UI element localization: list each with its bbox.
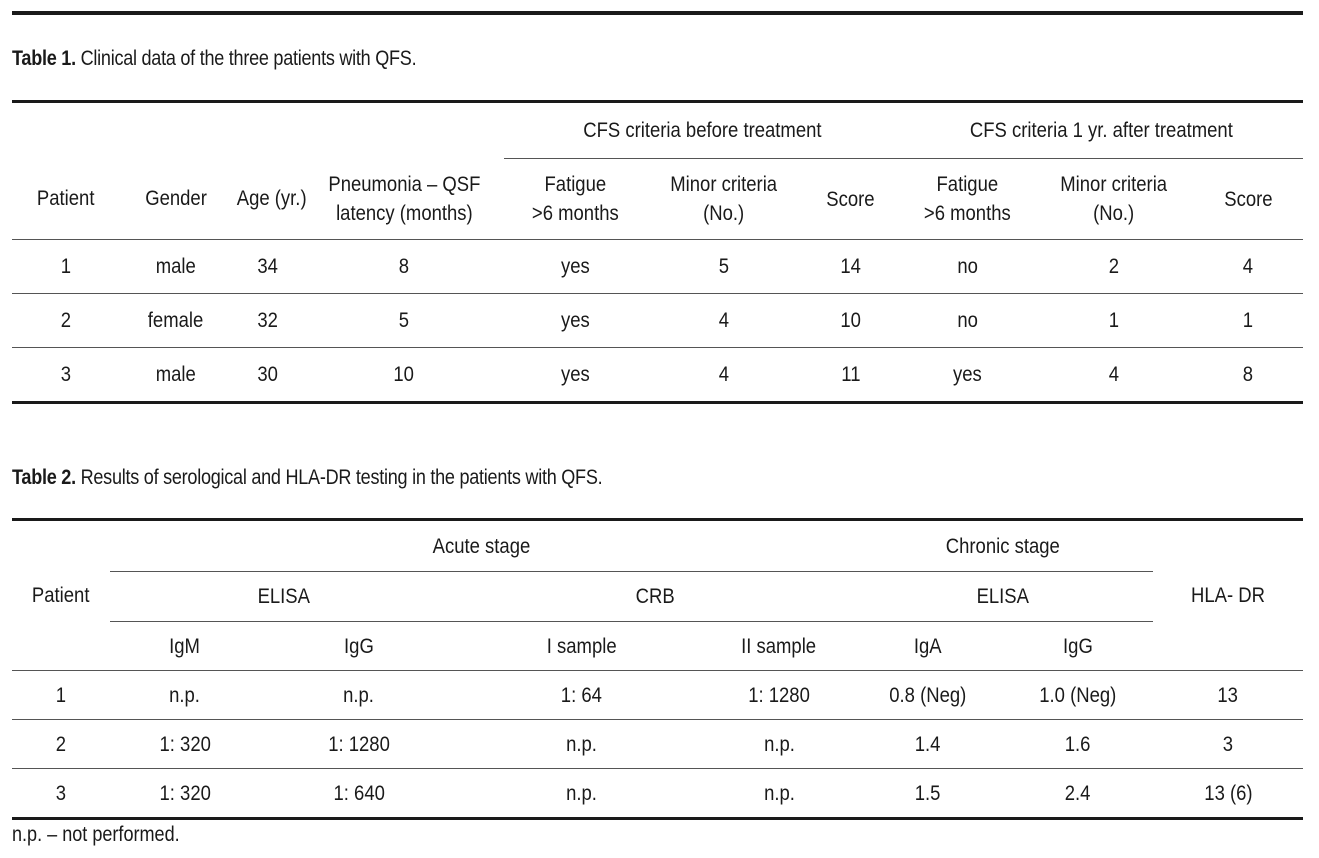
table2-cell-iga: 0.8 (Neg) [889, 683, 967, 707]
table2-header-acute-stage: Acute stage [110, 520, 853, 572]
table1-cell-fatigue-after: no [957, 255, 978, 278]
table2-cell-hla-dr: 13 (6) [1203, 781, 1253, 805]
table2-cell-igm: 1: 320 [159, 781, 211, 805]
table2-cell-igg-chronic: 2.4 [1065, 781, 1091, 805]
table2-header-igm: IgM [169, 634, 201, 658]
table2-cell-sample-2: n.p. [763, 732, 795, 756]
table2-cell-hla-dr: 3 [1222, 732, 1234, 756]
table1-cell-age: 32 [257, 309, 279, 332]
table2-caption-label: Table 2. [12, 466, 76, 489]
table1-cell-fatigue-before: yes [560, 309, 590, 332]
table2-header-sample-2: II sample [741, 634, 817, 658]
table1-cell-score-before: 11 [840, 363, 861, 386]
table1-cell-score-after: 4 [1242, 255, 1254, 278]
table2-caption-text: Results of serological and HLA-DR testing in the patients with QFS. [75, 466, 603, 489]
table-row [12, 671, 1303, 720]
table1-cell-latency: 5 [398, 309, 410, 332]
table2-cell-sample-2: 1: 1280 [748, 683, 810, 707]
table2-cell-igm: 1: 320 [159, 732, 211, 756]
table2-cell-hla-dr: 13 [1217, 683, 1239, 707]
table2-header-elisa-chronic: ELISA [853, 572, 1153, 622]
table-row [12, 348, 1303, 403]
table2-caption [12, 466, 602, 490]
table2-cell-sample-1: n.p. [566, 732, 597, 756]
table1-header-minor-before: Minor criteria (No.) [670, 173, 777, 225]
table1-group-before: CFS criteria before treatment [504, 102, 900, 159]
table2-cell-patient: 1 [55, 683, 67, 707]
table1-cell-latency: 10 [393, 363, 415, 386]
table2 [12, 518, 1303, 820]
table1-header-score-before: Score [826, 187, 875, 211]
table1-cell-minor-after: 4 [1108, 363, 1120, 386]
table1-cell-fatigue-before: yes [560, 363, 590, 386]
table2-cell-igm: n.p. [169, 683, 201, 707]
top-rule [12, 11, 1303, 15]
table1-cell-patient: 1 [60, 255, 72, 278]
table1-header-fatigue-before: Fatigue >6 months [531, 173, 619, 225]
table1-cell-patient: 3 [60, 363, 72, 386]
table2-cell-sample-2: n.p. [763, 781, 795, 805]
table2-cell-iga: 1.5 [915, 781, 941, 805]
table2-cell-patient: 3 [55, 781, 67, 805]
table2-header-elisa-acute: ELISA [110, 572, 458, 622]
table2-cell-igg-acute: 1: 1280 [328, 732, 390, 756]
table1-cell-minor-before: 5 [718, 255, 729, 278]
table1-cell-score-before: 10 [840, 309, 861, 332]
table2-cell-sample-1: n.p. [566, 781, 597, 805]
table2-stage-header-row [12, 520, 1303, 572]
table2-header-chronic-stage: Chronic stage [853, 520, 1153, 572]
table2-sub-header-row [12, 622, 1303, 671]
table2-header-crb: CRB [458, 572, 853, 622]
table1-header-score-after: Score [1223, 187, 1273, 211]
table1-cell-score-before: 14 [840, 255, 861, 278]
table1-header-patient: Patient [37, 187, 95, 211]
table1-cell-fatigue-before: yes [560, 255, 590, 278]
table1-cell-gender: male [155, 363, 197, 386]
table1-caption-label: Table 1. [12, 47, 76, 70]
table1-header-gender: Gender [145, 187, 207, 211]
table1-caption-text: Clinical data of the three patients with QFS. [75, 47, 417, 70]
footnote: n.p. – not performed. [12, 823, 180, 846]
table1-cell-minor-before: 4 [718, 309, 729, 332]
table1-header-row [12, 159, 1303, 240]
table2-cell-iga: 1.4 [915, 732, 941, 756]
table2-cell-sample-1: 1: 64 [560, 683, 603, 707]
table2-cell-patient: 2 [55, 732, 67, 756]
table1 [12, 100, 1303, 404]
table1-group-after: CFS criteria 1 yr. after treatment [900, 102, 1303, 159]
table2-header-igg-chronic: IgG [1063, 634, 1093, 658]
table2-method-header-row [12, 572, 1303, 622]
table1-cell-age: 30 [257, 363, 279, 386]
table2-header-patient: Patient [32, 584, 90, 607]
table2-header-iga: IgA [914, 634, 942, 658]
table1-caption [12, 47, 416, 71]
table2-cell-igg-chronic: 1.0 (Neg) [1039, 683, 1117, 707]
table1-cell-gender: female [148, 309, 204, 332]
table1-header-latency: Pneumonia – QSF latency (months) [327, 172, 481, 225]
table-row [12, 769, 1303, 819]
table2-header-hla-dr: HLA- DR [1191, 584, 1266, 607]
table1-cell-minor-before: 4 [718, 363, 729, 386]
table-row [12, 720, 1303, 769]
table1-header-minor-after: Minor criteria (No.) [1060, 173, 1168, 225]
table1-header-age: Age (yr.) [236, 187, 307, 211]
table2-cell-igg-acute: 1: 640 [333, 781, 385, 805]
table1-cell-fatigue-after: yes [953, 363, 982, 386]
table2-header-igg-acute: IgG [344, 634, 374, 658]
table2-cell-igg-chronic: 1.6 [1065, 732, 1091, 756]
table1-cell-patient: 2 [60, 309, 72, 332]
table1-cell-fatigue-after: no [957, 309, 978, 332]
table1-cell-gender: male [155, 255, 197, 278]
table1-cell-score-after: 8 [1242, 363, 1254, 386]
table1-cell-minor-after: 2 [1108, 255, 1120, 278]
table-row [12, 240, 1303, 294]
table1-cell-minor-after: 1 [1108, 309, 1120, 332]
table1-header-fatigue-after: Fatigue >6 months [924, 173, 1011, 225]
table1-group-header-row [12, 102, 1303, 159]
table1-cell-age: 34 [257, 255, 279, 278]
table-row [12, 294, 1303, 348]
table1-cell-latency: 8 [398, 255, 410, 278]
table2-cell-igg-acute: n.p. [343, 683, 375, 707]
page [12, 0, 1303, 858]
table1-cell-score-after: 1 [1242, 309, 1254, 332]
table2-header-sample-1: I sample [546, 634, 617, 658]
